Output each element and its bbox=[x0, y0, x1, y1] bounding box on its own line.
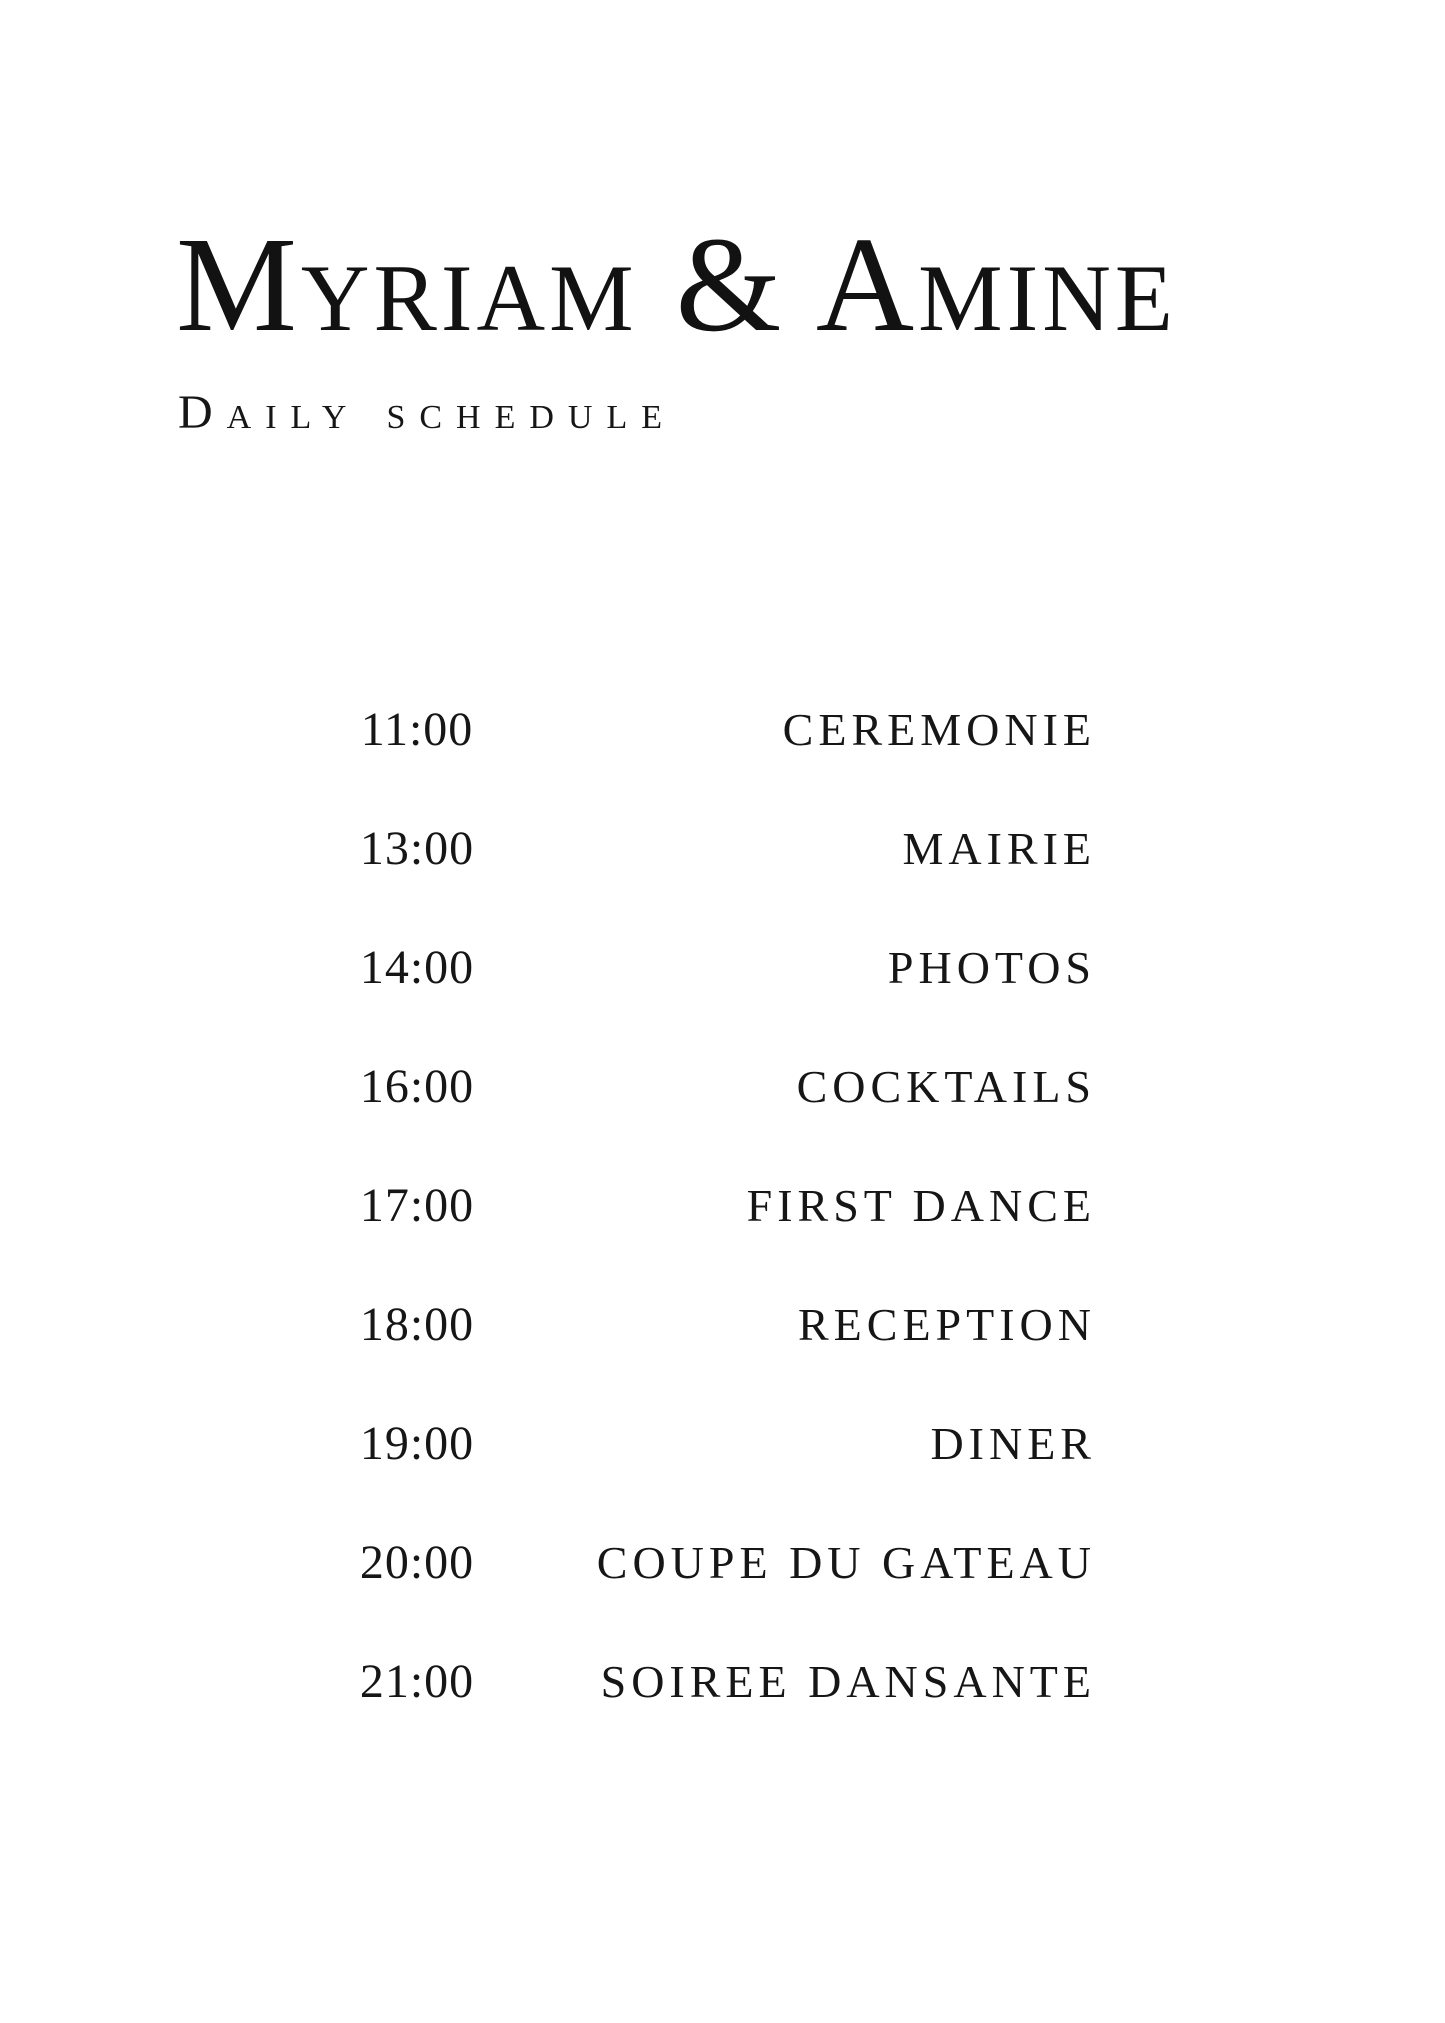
schedule-row bbox=[342, 705, 1096, 755]
event-name: MAIRIE bbox=[902, 823, 1096, 874]
schedule-row bbox=[342, 1062, 1096, 1112]
event-time: 11:00 bbox=[360, 703, 474, 756]
page-title: Myriam & Amine bbox=[176, 210, 1177, 360]
event-time: 18:00 bbox=[359, 1298, 475, 1351]
schedule-row bbox=[342, 1419, 1096, 1469]
event-time: 17:00 bbox=[359, 1179, 475, 1232]
event-time: 20:00 bbox=[359, 1536, 475, 1589]
event-time: 19:00 bbox=[359, 1417, 475, 1470]
page-subtitle: Daily schedule bbox=[178, 386, 677, 439]
event-time: 13:00 bbox=[359, 822, 475, 875]
event-name: COCKTAILS bbox=[796, 1061, 1096, 1112]
schedule-row bbox=[342, 1300, 1096, 1350]
schedule-row bbox=[342, 943, 1096, 993]
event-time: 21:00 bbox=[359, 1655, 475, 1708]
schedule-list bbox=[342, 705, 1096, 1707]
event-time: 16:00 bbox=[359, 1060, 475, 1113]
event-time: 14:00 bbox=[359, 941, 475, 994]
event-name: DINER bbox=[930, 1418, 1096, 1469]
event-name: COUPE DU GATEAU bbox=[596, 1537, 1096, 1588]
event-name: PHOTOS bbox=[887, 942, 1096, 993]
event-name: RECEPTION bbox=[798, 1299, 1096, 1350]
event-name: CEREMONIE bbox=[782, 704, 1096, 755]
event-name: FIRST DANCE bbox=[746, 1180, 1096, 1231]
schedule-row bbox=[342, 1657, 1096, 1707]
header bbox=[176, 210, 1177, 360]
event-name: SOIREE DANSANTE bbox=[600, 1656, 1096, 1707]
schedule-row bbox=[342, 824, 1096, 874]
schedule-row bbox=[342, 1538, 1096, 1588]
schedule-row bbox=[342, 1181, 1096, 1231]
